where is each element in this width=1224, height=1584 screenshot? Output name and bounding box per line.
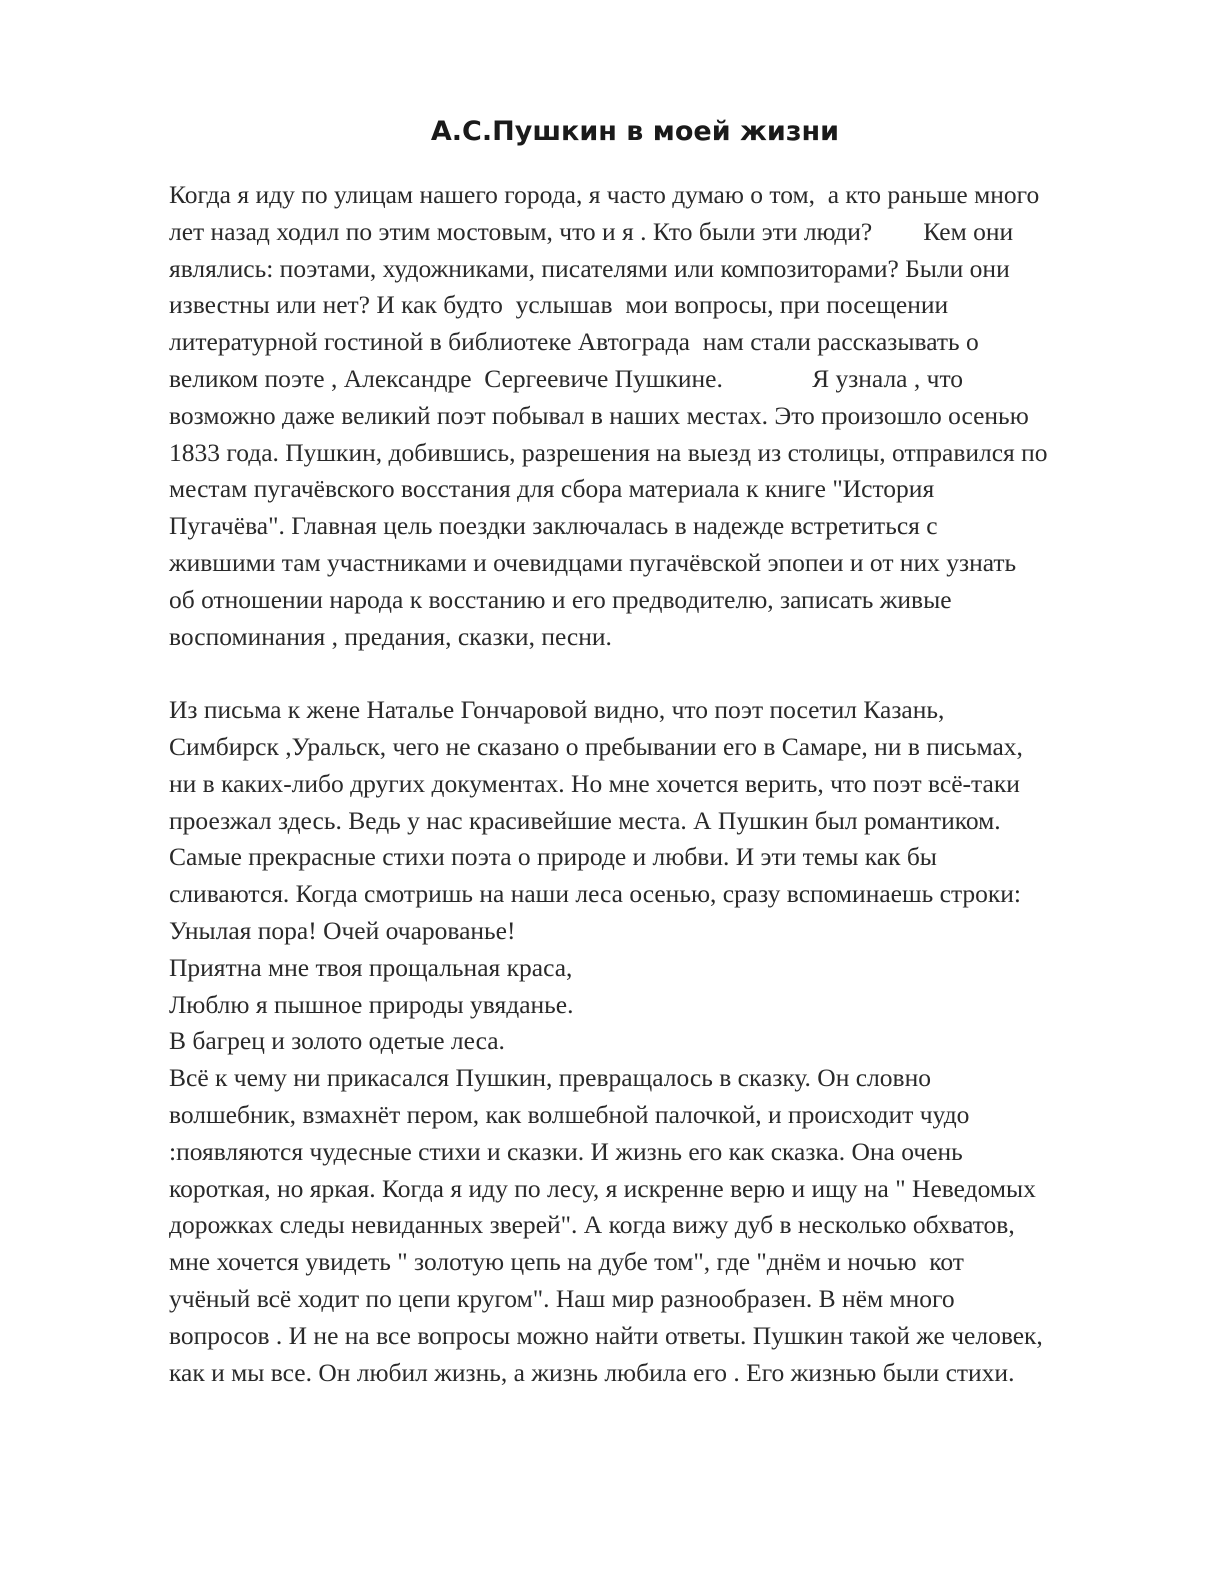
- text-line: ни в каких-либо других документах. Но мне хочется верить, что поэт всё-таки: [169, 768, 1020, 798]
- text-line: Симбирск ,Уральск, чего не сказано о пребывании его в Самаре, ни в письмах,: [169, 731, 1023, 761]
- text-line: Пугачёва". Главная цель поездки заключалась в надежде встретиться с: [169, 511, 938, 541]
- text-line: литературной гостиной в библиотеке Автограда нам стали рассказывать о: [169, 327, 979, 357]
- text-line: лет назад ходил по этим мостовым, что и я . Кто были эти люди? Кем они: [169, 216, 1014, 246]
- poem-line: Люблю я пышное природы увяданье.: [169, 989, 574, 1019]
- text-line: :появляются чудесные стихи и сказки. И жизнь его как сказка. Она очень: [169, 1136, 963, 1166]
- text-line: мне хочется увидеть " золотую цепь на дубе том", где "днём и ночью кот: [169, 1247, 964, 1277]
- text-line: сливаются. Когда смотришь на наши леса осенью, сразу вспоминаешь строки:: [169, 879, 1022, 909]
- text-line: проезжал здесь. Ведь у нас красивейшие места. А Пушкин был романтиком.: [169, 805, 1001, 835]
- text-line: воспоминания , предания, сказки, песни.: [169, 621, 612, 651]
- text-line: Самые прекрасные стихи поэта о природе и любви. И эти темы как бы: [169, 842, 937, 872]
- text-line: местам пугачёвского восстания для сбора материала к книге "История: [169, 474, 935, 504]
- document-title: А.С.Пушкин в моей жизни: [430, 116, 840, 147]
- poem-line: Приятна мне твоя прощальная краса,: [169, 952, 573, 982]
- text-line: великом поэте , Александре Сергеевиче Пушкине. Я узнала , что: [169, 363, 964, 393]
- text-line: жившими там участниками и очевидцами пугачёвской эпопеи и от них узнать: [169, 547, 1017, 577]
- poem-line: Унылая пора! Очей очарованье!: [169, 915, 516, 945]
- text-line: Из письма к жене Наталье Гончаровой видно, что поэт посетил Казань,: [169, 695, 945, 725]
- text-line: возможно даже великий поэт побывал в наших местах. Это произошло осенью: [169, 400, 1029, 430]
- text-line: Когда я иду по улицам нашего города, я часто думаю о том, а кто раньше много: [169, 180, 1040, 209]
- paragraph-spacer: [169, 655, 1149, 692]
- text-line: короткая, но яркая. Когда я иду по лесу, я искренне верю и ищу на " Неведомых: [169, 1173, 1036, 1203]
- document-body: [169, 177, 1149, 1391]
- paragraph-2: [169, 692, 1149, 1391]
- text-line: волшебник, взмахнёт пером, как волшебной палочкой, и происходит чудо: [169, 1099, 970, 1129]
- text-line: дорожках следы невиданных зверей". А когда вижу дуб в несколько обхватов,: [169, 1210, 1015, 1240]
- text-line: как и мы все. Он любил жизнь, а жизнь любила его . Его жизнью были стихи.: [169, 1357, 1015, 1387]
- poem-line: В багрец и золото одетые леса.: [169, 1026, 505, 1056]
- text-line: Всё к чему ни прикасался Пушкин, превращалось в сказку. Он словно: [169, 1063, 931, 1093]
- text-line: являлись: поэтами, художниками, писателями или композиторами? Были они: [169, 253, 1010, 283]
- paragraph-1: [169, 177, 1149, 655]
- text-line: известны или нет? И как будто услышав мои вопросы, при посещении: [169, 290, 949, 320]
- text-line: учёный всё ходит по цепи кругом". Наш мир разнообразен. В нём много: [169, 1283, 955, 1313]
- text-line: об отношении народа к восстанию и его предводителю, записать живые: [169, 584, 952, 614]
- text-line: 1833 года. Пушкин, добившись, разрешения на выезд из столицы, отправился по: [169, 437, 1048, 467]
- text-line: вопросов . И не на все вопросы можно найти ответы. Пушкин такой же человек,: [169, 1320, 1043, 1350]
